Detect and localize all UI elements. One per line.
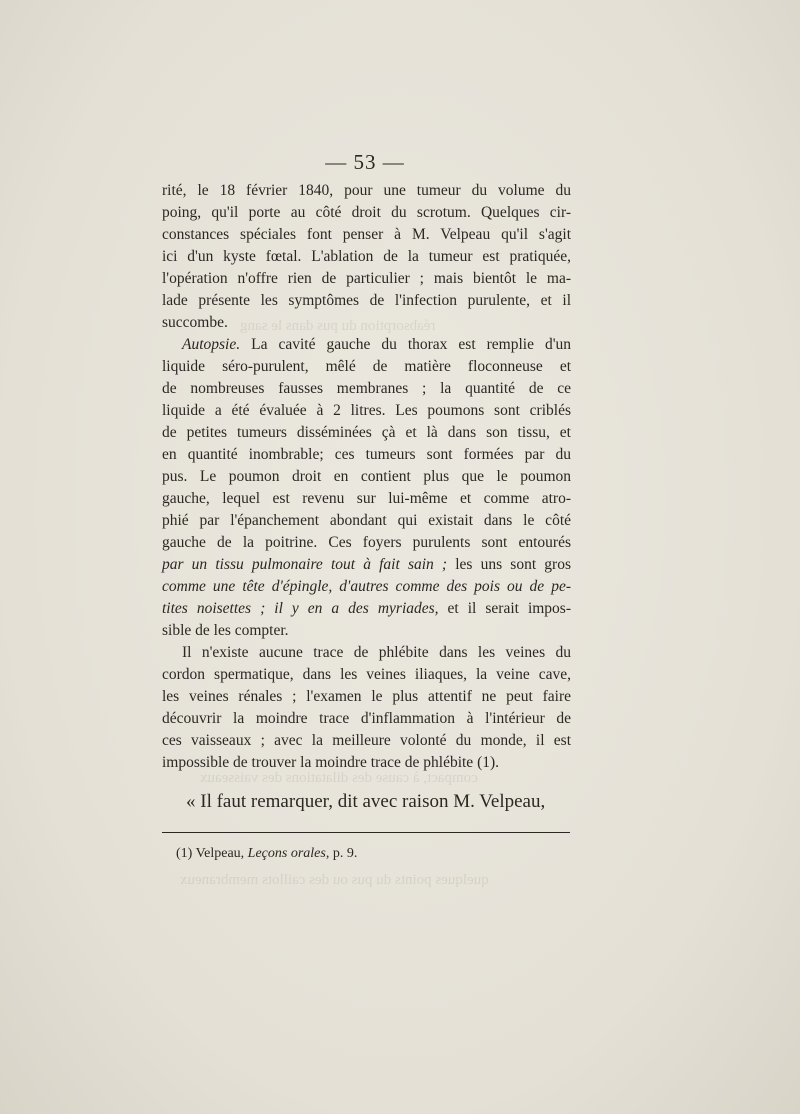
text-line: pus. Le poumon droit en contient plus que le poumon (162, 468, 571, 485)
text-line: de nombreuses fausses membranes ; la quantité de ce (162, 380, 571, 397)
text-line: les veines rénales ; l'examen le plus attentif ne peut faire (162, 688, 571, 705)
text-line: constances spéciales font penser à M. Velpeau qu'il s'agit (162, 226, 571, 243)
paragraph-3 (162, 642, 571, 774)
text-line: phié par l'épanchement abondant qui existait dans le côté (162, 512, 571, 529)
text-line: rité, le 18 février 1840, pour une tumeur du volume du (162, 182, 571, 199)
text-line: cordon spermatique, dans les veines iliaques, la veine cave, (162, 666, 571, 683)
footnote-rest: , p. 9. (325, 846, 358, 861)
text-line (162, 334, 571, 356)
text-line: Il n'existe aucune trace de phlébite dans les veines du (182, 644, 571, 661)
text-line: découvrir la moindre trace d'inflammation à l'intérieur de (162, 710, 571, 727)
text-line: poing, qu'il porte au côté droit du scrotum. Quelques cir- (162, 204, 571, 221)
bleed-through-text: compact, à cause des dilatations des vaisseaux (200, 770, 478, 786)
text-line: l'opération n'offre rien de particulier ; mais bientôt le ma- (162, 270, 571, 287)
text-fragment: les uns sont gros (447, 556, 571, 573)
footnote-marker: (1) Velpeau, (176, 846, 248, 861)
italic-fragment: par un tissu pulmonaire tout à fait sain ; (162, 556, 448, 573)
text-line: ici d'un kyste fœtal. L'ablation de la tumeur est pratiquée, (162, 248, 571, 265)
footnote-title: Leçons orales (247, 846, 326, 861)
text-fragment: La cavité gauche du thorax est remplie d'un (240, 336, 571, 353)
text-line: de petites tumeurs disséminées çà et là dans son tissu, et (162, 424, 571, 441)
text-line: en quantité inombrable; ces tumeurs sont formées par du (162, 446, 571, 463)
text-line: liquide séro-purulent, mêlé de matière floconneuse et (162, 358, 571, 375)
text-line (162, 598, 571, 620)
text-line: gauche de la poitrine. Ces foyers purulents sont entourés (162, 534, 571, 551)
italic-fragment: comme une tête d'épingle, d'autres comme des pois ou de pe- (162, 578, 571, 595)
bleed-through-text: réabsorption du pus dans le sang (240, 318, 436, 334)
quote-line: « Il faut remarquer, dit avec raison M. Velpeau, (186, 791, 546, 812)
text-line (162, 554, 571, 576)
text-line (162, 576, 571, 598)
paragraph-1 (162, 180, 571, 334)
text-fragment: et il serait impos- (438, 600, 572, 617)
bleed-through-text: quelques points du pus ou des caillots membraneux (180, 872, 489, 888)
text-line: sible de les compter. (162, 622, 289, 639)
paragraph-2 (162, 334, 571, 642)
text-line: ces vaisseaux ; avec la meilleure volonté du monde, il est (162, 732, 571, 749)
text-line: impossible de trouver la moindre trace de phlébite (1). (162, 754, 500, 771)
body-text (162, 180, 571, 774)
footnote (176, 846, 357, 862)
text-line: succombe. (162, 314, 228, 331)
text-line: gauche, lequel est revenu sur lui-même et comme atro- (162, 490, 571, 507)
page-number: — 53 — (325, 150, 405, 174)
italic-fragment: tites noisettes ; il y en a des myriades, (162, 600, 439, 617)
footnote-rule (162, 832, 570, 833)
text-line: liquide a été évaluée à 2 litres. Les poumons sont criblés (162, 402, 571, 419)
autopsie-label: Autopsie. (182, 336, 241, 353)
text-line: lade présente les symptômes de l'infection purulente, et il (162, 292, 571, 309)
